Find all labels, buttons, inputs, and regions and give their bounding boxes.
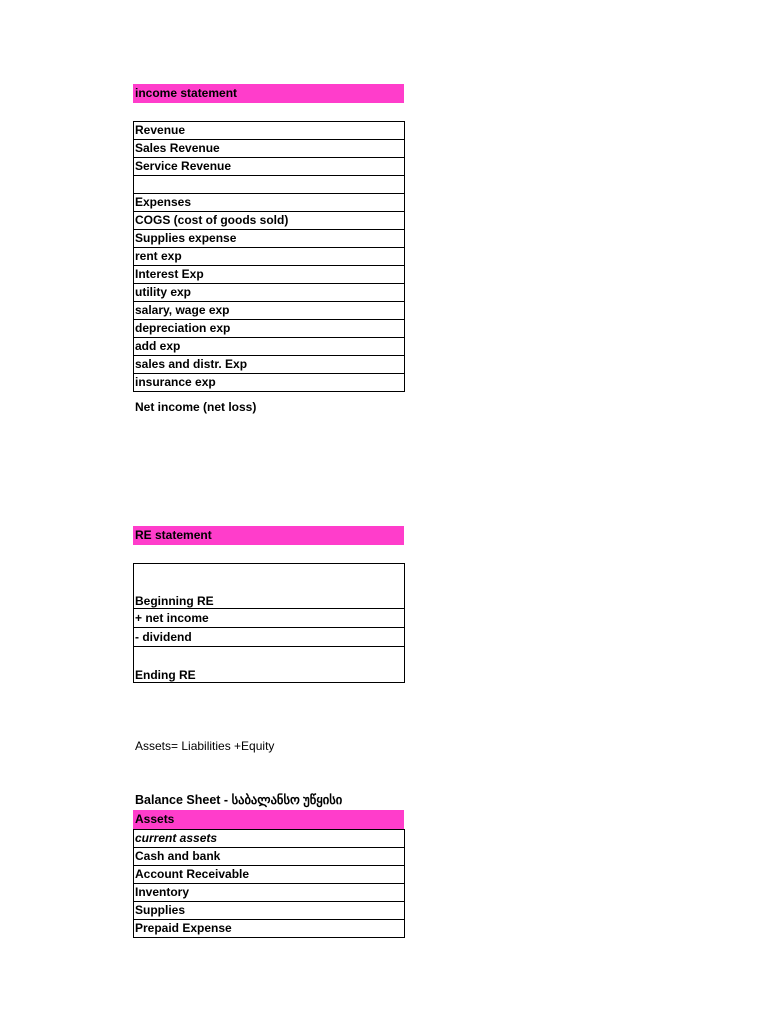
salary-wage-exp-label: salary, wage exp — [134, 302, 405, 320]
sales-revenue-label: Sales Revenue — [134, 140, 405, 158]
table-row — [134, 356, 405, 374]
table-row — [134, 647, 405, 683]
table-row — [134, 884, 405, 902]
income-statement-table — [133, 121, 405, 392]
utility-exp-label: utility exp — [134, 284, 405, 302]
beginning-re-text: Beginning RE — [135, 594, 214, 608]
supplies-label: Supplies — [134, 902, 405, 920]
table-row — [134, 564, 405, 609]
empty-cell — [134, 176, 405, 194]
revenue-label: Revenue — [134, 122, 405, 140]
assets-header: Assets — [133, 810, 404, 829]
inventory-label: Inventory — [134, 884, 405, 902]
supplies-expense-label: Supplies expense — [134, 230, 405, 248]
current-assets-label: current assets — [134, 830, 405, 848]
table-row — [134, 266, 405, 284]
table-row — [134, 338, 405, 356]
cogs-label: COGS (cost of goods sold) — [134, 212, 405, 230]
depreciation-exp-label: depreciation exp — [134, 320, 405, 338]
table-row — [134, 302, 405, 320]
expenses-label: Expenses — [134, 194, 405, 212]
income-statement-header: income statement — [133, 84, 404, 103]
table-row — [134, 902, 405, 920]
rent-exp-label: rent exp — [134, 248, 405, 266]
table-row — [134, 830, 405, 848]
ending-re-label: Ending RE — [134, 647, 405, 683]
table-row — [134, 230, 405, 248]
table-row — [134, 374, 405, 392]
dividend-row: - dividend — [134, 628, 405, 647]
table-row — [134, 920, 405, 938]
re-statement-header: RE statement — [133, 526, 404, 545]
cash-bank-label: Cash and bank — [134, 848, 405, 866]
table-row — [134, 122, 405, 140]
prepaid-expense-label: Prepaid Expense — [134, 920, 405, 938]
service-revenue-label: Service Revenue — [134, 158, 405, 176]
table-row — [134, 212, 405, 230]
table-row — [134, 609, 405, 628]
assets-table — [133, 829, 405, 938]
re-statement-table — [133, 563, 405, 683]
table-row — [134, 320, 405, 338]
table-row — [134, 176, 405, 194]
sales-distr-exp-label: sales and distr. Exp — [134, 356, 405, 374]
table-row — [134, 158, 405, 176]
beginning-re-label — [134, 564, 405, 609]
insurance-exp-label: insurance exp — [134, 374, 405, 392]
balance-sheet-title: Balance Sheet - საბალანსო უწყისი — [135, 793, 343, 807]
net-income-label: Net income (net loss) — [135, 400, 257, 414]
table-row — [134, 140, 405, 158]
table-row — [134, 284, 405, 302]
table-row — [134, 194, 405, 212]
interest-exp-label: Interest Exp — [134, 266, 405, 284]
table-row — [134, 866, 405, 884]
net-income-row: + net income — [134, 609, 405, 628]
account-receivable-label: Account Receivable — [134, 866, 405, 884]
table-row — [134, 848, 405, 866]
accounting-equation: Assets= Liabilities +Equity — [135, 739, 275, 753]
table-row — [134, 628, 405, 647]
add-exp-label: add exp — [134, 338, 405, 356]
table-row — [134, 248, 405, 266]
